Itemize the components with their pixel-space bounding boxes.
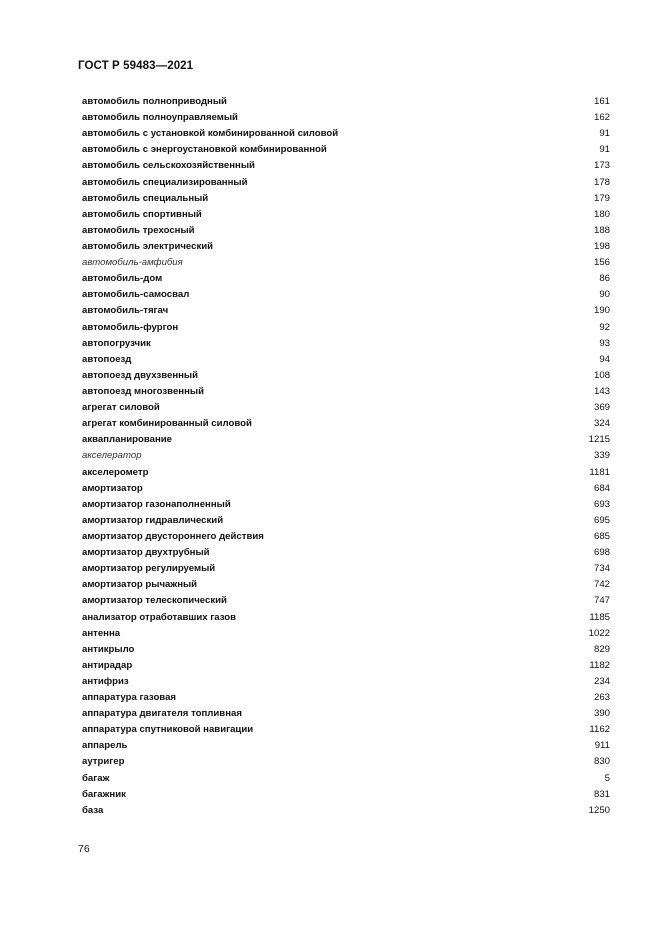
index-term: аппаратура спутниковой навигации — [82, 724, 254, 736]
index-page-ref: 369 — [593, 402, 610, 414]
index-page-ref: 829 — [593, 643, 610, 655]
index-term: анализатор отработавших газов — [82, 611, 237, 623]
index-page-ref: 830 — [593, 756, 610, 768]
index-entry — [82, 384, 610, 400]
index-page-ref: 685 — [593, 530, 610, 542]
index-entry — [82, 754, 610, 770]
index-page-ref: 156 — [593, 257, 610, 269]
index-page-ref: 190 — [593, 305, 610, 317]
index-entry — [82, 674, 610, 690]
index-entry — [82, 352, 610, 368]
index-page-ref: 234 — [593, 675, 610, 687]
index-page-ref: 1182 — [589, 659, 610, 671]
index-entry — [82, 94, 610, 110]
index-term: база — [82, 804, 104, 816]
index-term: автомобиль с установкой комбинированной силовой — [82, 128, 339, 140]
index-entry — [82, 336, 610, 352]
index-term: антирадар — [82, 659, 133, 671]
index-page-ref: 91 — [599, 128, 610, 140]
index-page-ref: 1162 — [589, 724, 610, 736]
index-page-ref: 684 — [593, 482, 610, 494]
index-entry — [82, 690, 610, 706]
index-entry — [82, 481, 610, 497]
index-term: автопоезд — [82, 353, 132, 365]
index-entry — [82, 368, 610, 384]
index-term: автомобиль специальный — [82, 192, 209, 204]
index-page-ref: 734 — [593, 563, 610, 575]
index-term: автопоезд многозвенный — [82, 385, 204, 397]
index-page-ref: 180 — [593, 208, 610, 220]
index-term: автомобиль спортивный — [82, 208, 202, 220]
term-index-list — [82, 94, 610, 819]
index-term: агрегат силовой — [82, 402, 160, 414]
index-page-ref: 173 — [593, 160, 610, 172]
index-page-ref: 188 — [593, 224, 610, 236]
index-entry — [82, 722, 610, 738]
index-page-ref: 695 — [593, 514, 610, 526]
index-page-ref: 263 — [593, 692, 610, 704]
index-entry — [82, 610, 610, 626]
index-entry — [82, 561, 610, 577]
index-page-ref: 324 — [593, 418, 610, 430]
index-entry — [82, 497, 610, 513]
index-page-ref: 5 — [604, 772, 610, 784]
index-page-ref: 92 — [599, 321, 610, 333]
index-page-ref: 339 — [593, 450, 610, 462]
index-entry — [82, 626, 610, 642]
index-entry — [82, 513, 610, 529]
index-term: агрегат комбинированный силовой — [82, 418, 252, 430]
index-page-ref: 747 — [593, 595, 610, 607]
index-entry — [82, 803, 610, 819]
index-term: амортизатор — [82, 482, 143, 494]
index-entry — [82, 771, 610, 787]
index-entry — [82, 658, 610, 674]
index-term: амортизатор газонаполненный — [82, 498, 231, 510]
index-term: амортизатор двустороннего действия — [82, 530, 264, 542]
index-page-ref: 161 — [593, 96, 610, 107]
index-entry — [82, 465, 610, 481]
index-entry — [82, 255, 610, 271]
index-entry — [82, 529, 610, 545]
index-entry — [82, 223, 610, 239]
index-entry — [82, 191, 610, 207]
index-term: аквапланирование — [82, 434, 173, 446]
index-term: автомобиль электрический — [82, 240, 214, 252]
index-entry — [82, 787, 610, 803]
index-page-ref: 911 — [594, 740, 610, 752]
index-page-ref: 178 — [593, 176, 610, 188]
index-entry — [82, 577, 610, 593]
index-term: автомобиль-тягач — [82, 305, 169, 317]
index-entry — [82, 175, 610, 191]
index-entry — [82, 126, 610, 142]
index-page-ref: 162 — [593, 112, 610, 124]
index-entry — [82, 110, 610, 126]
index-page-ref: 179 — [593, 192, 610, 204]
index-entry — [82, 432, 610, 448]
index-entry — [82, 271, 610, 287]
index-term: аутригер — [82, 756, 125, 768]
index-term: антенна — [82, 627, 121, 639]
index-term: автомобиль сельскохозяйственный — [82, 160, 255, 172]
index-term: автомобиль-дом — [82, 273, 163, 285]
index-entry — [82, 239, 610, 255]
index-term: акселератор — [82, 450, 142, 462]
index-page-ref: 1185 — [589, 611, 610, 623]
index-term: автомобиль-амфибия — [82, 257, 183, 269]
index-entry — [82, 287, 610, 303]
index-page-ref: 90 — [599, 289, 610, 301]
index-entry — [82, 320, 610, 336]
index-entry — [82, 593, 610, 609]
index-term: амортизатор рычажный — [82, 579, 198, 591]
index-entry — [82, 738, 610, 754]
index-term: багажник — [82, 788, 126, 800]
index-page-ref: 1250 — [588, 804, 610, 816]
index-page-ref: 198 — [593, 240, 610, 252]
index-page-ref: 86 — [599, 273, 610, 285]
index-term: акселерометр — [82, 466, 149, 478]
index-term: аппарель — [82, 740, 128, 752]
index-term: автомобиль трехосный — [82, 224, 195, 236]
index-page-ref: 693 — [593, 498, 610, 510]
index-page-ref: 1181 — [589, 466, 610, 478]
index-page-ref: 698 — [593, 547, 610, 559]
index-term: амортизатор гидравлический — [82, 514, 224, 526]
index-term: автопоезд двухзвенный — [82, 369, 199, 381]
index-entry — [82, 142, 610, 158]
index-page-ref: 831 — [593, 788, 610, 800]
index-entry — [82, 545, 610, 561]
index-page-ref: 390 — [593, 708, 610, 720]
index-term: антикрыло — [82, 643, 135, 655]
index-entry — [82, 416, 610, 432]
index-page-ref: 1022 — [588, 627, 610, 639]
index-term: автомобиль-самосвал — [82, 289, 190, 301]
index-entry — [82, 642, 610, 658]
index-term: амортизатор регулируемый — [82, 563, 216, 575]
index-entry — [82, 303, 610, 319]
index-page-ref: 143 — [593, 385, 610, 397]
index-term: автомобиль полноприводный — [82, 96, 227, 107]
document-header: ГОСТ Р 59483—2021 — [78, 60, 194, 72]
index-entry — [82, 706, 610, 722]
index-entry — [82, 448, 610, 464]
index-term: аппаратура газовая — [82, 692, 177, 704]
index-term: автомобиль полноуправляемый — [82, 112, 238, 124]
index-page-ref: 1215 — [588, 434, 610, 446]
index-term: автомобиль с энергоустановкой комбинированной — [82, 144, 327, 156]
index-term: амортизатор телескопический — [82, 595, 227, 607]
index-term: автомобиль специализированный — [82, 176, 248, 188]
index-term: антифриз — [82, 675, 129, 687]
index-term: амортизатор двухтрубный — [82, 547, 210, 559]
index-term: багаж — [82, 772, 110, 784]
index-page-ref: 94 — [599, 353, 610, 365]
index-term: автомобиль-фургон — [82, 321, 179, 333]
index-entry — [82, 158, 610, 174]
index-term: автопогрузчик — [82, 337, 151, 349]
index-page-ref: 742 — [593, 579, 610, 591]
index-entry — [82, 400, 610, 416]
index-page-ref: 91 — [599, 144, 610, 156]
page-number: 76 — [78, 843, 90, 855]
index-entry — [82, 207, 610, 223]
index-term: аппаратура двигателя топливная — [82, 708, 242, 720]
index-page-ref: 108 — [593, 369, 610, 381]
index-page-ref: 93 — [599, 337, 610, 349]
